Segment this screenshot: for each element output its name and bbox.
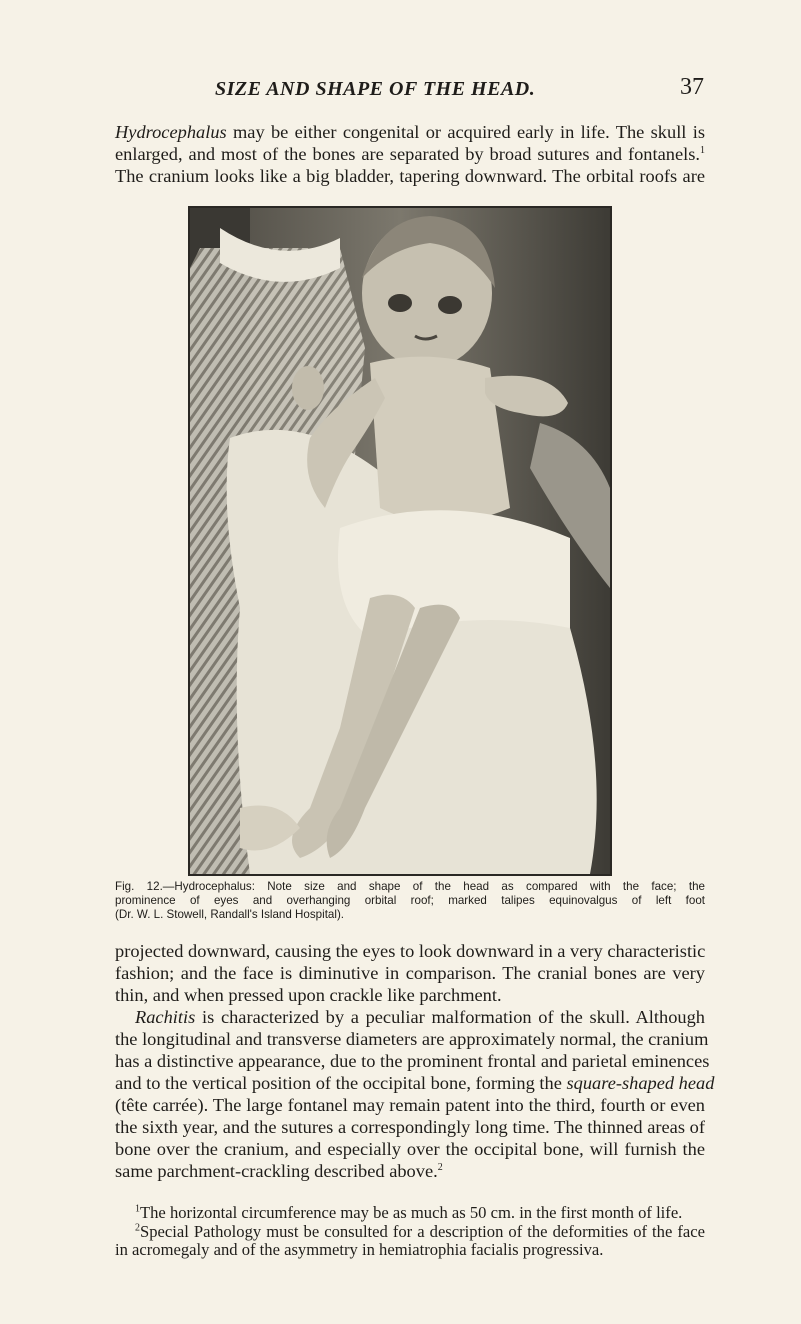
footnotes bbox=[115, 1204, 705, 1260]
caption-line: (Dr. W. L. Stowell, Randall's Island Hospital). bbox=[115, 908, 345, 921]
term-hydrocephalus: Hydrocephalus bbox=[115, 122, 227, 142]
child-eye-right bbox=[438, 296, 462, 314]
text-line: thin, and when pressed upon crackle like parchment. bbox=[115, 985, 502, 1005]
text-line bbox=[115, 1160, 705, 1182]
footnote-mark: 1 bbox=[135, 1203, 140, 1215]
text-line: the sixth year, and the sutures a correspondingly long time. The thinned areas of bbox=[115, 1117, 705, 1137]
text-line: bone over the cranium, and especially over the occipital bone, will furnish the bbox=[115, 1139, 705, 1159]
running-head: SIZE AND SHAPE OF THE HEAD. bbox=[215, 78, 536, 100]
text-span: enlarged, and most of the bones are separated by broad sutures and fontanels. bbox=[115, 144, 700, 164]
footnote-mark: 2 bbox=[135, 1221, 140, 1233]
text-span: Special Pathology must be consulted for a description of the deformities of the face bbox=[140, 1221, 705, 1241]
footnote-ref: 2 bbox=[437, 1161, 443, 1173]
footnote-2-cont: in acromegaly and of the asymmetry in hemiatrophia facialis progressiva. bbox=[115, 1240, 604, 1259]
figure-caption bbox=[115, 880, 705, 922]
text-line: projected downward, causing the eyes to look downward in a very characteristic bbox=[115, 941, 706, 961]
footnote-2 bbox=[115, 1223, 705, 1242]
text-line bbox=[115, 121, 705, 143]
child-fist bbox=[292, 366, 324, 410]
photo-illustration bbox=[190, 208, 610, 874]
text-line: has a distinctive appearance, due to the prominent frontal and parietal eminences bbox=[115, 1051, 710, 1071]
text-span: is characterized by a peculiar malformation of the skull. Although bbox=[195, 1007, 705, 1027]
term-rachitis: Rachitis bbox=[135, 1007, 196, 1027]
child-eye-left bbox=[388, 294, 412, 312]
text-line: The cranium looks like a big bladder, tapering downward. The orbital roofs are bbox=[115, 166, 705, 186]
text-span: may be either congenital or acquired early in life. The skull is bbox=[226, 122, 705, 142]
text-line: fashion; and the face is diminutive in comparison. The cranial bones are very bbox=[115, 963, 705, 983]
text-line bbox=[115, 143, 705, 165]
intro-paragraph bbox=[115, 121, 705, 187]
figure-photograph bbox=[188, 206, 612, 876]
footnote-ref: 1 bbox=[700, 144, 705, 156]
text-span: same parchment-crackling described above. bbox=[115, 1161, 438, 1181]
text-span: The horizontal circumference may be as much as 50 cm. in the first month of life. bbox=[140, 1203, 683, 1222]
text-line: the longitudinal and transverse diameters are approximately normal, the cranium bbox=[115, 1029, 709, 1049]
caption-line: prominence of eyes and overhanging orbital roof; marked talipes equinovalgus of left foot bbox=[115, 894, 705, 907]
text-line bbox=[115, 1006, 705, 1028]
term-square-shaped-head: square-shaped head bbox=[566, 1073, 715, 1093]
text-line: (tête carrée). The large fontanel may remain patent into the third, fourth or even bbox=[115, 1095, 705, 1115]
page-number: 37 bbox=[680, 74, 704, 100]
footnote-1 bbox=[115, 1204, 705, 1223]
caption-line: Fig. 12.—Hydrocephalus: Note size and shape of the head as compared with the face; the bbox=[115, 880, 705, 893]
text-line bbox=[115, 1072, 715, 1094]
page-header bbox=[115, 74, 704, 108]
body-paragraph bbox=[115, 940, 715, 1182]
text-span: and to the vertical position of the occipital bone, forming the bbox=[115, 1073, 562, 1093]
